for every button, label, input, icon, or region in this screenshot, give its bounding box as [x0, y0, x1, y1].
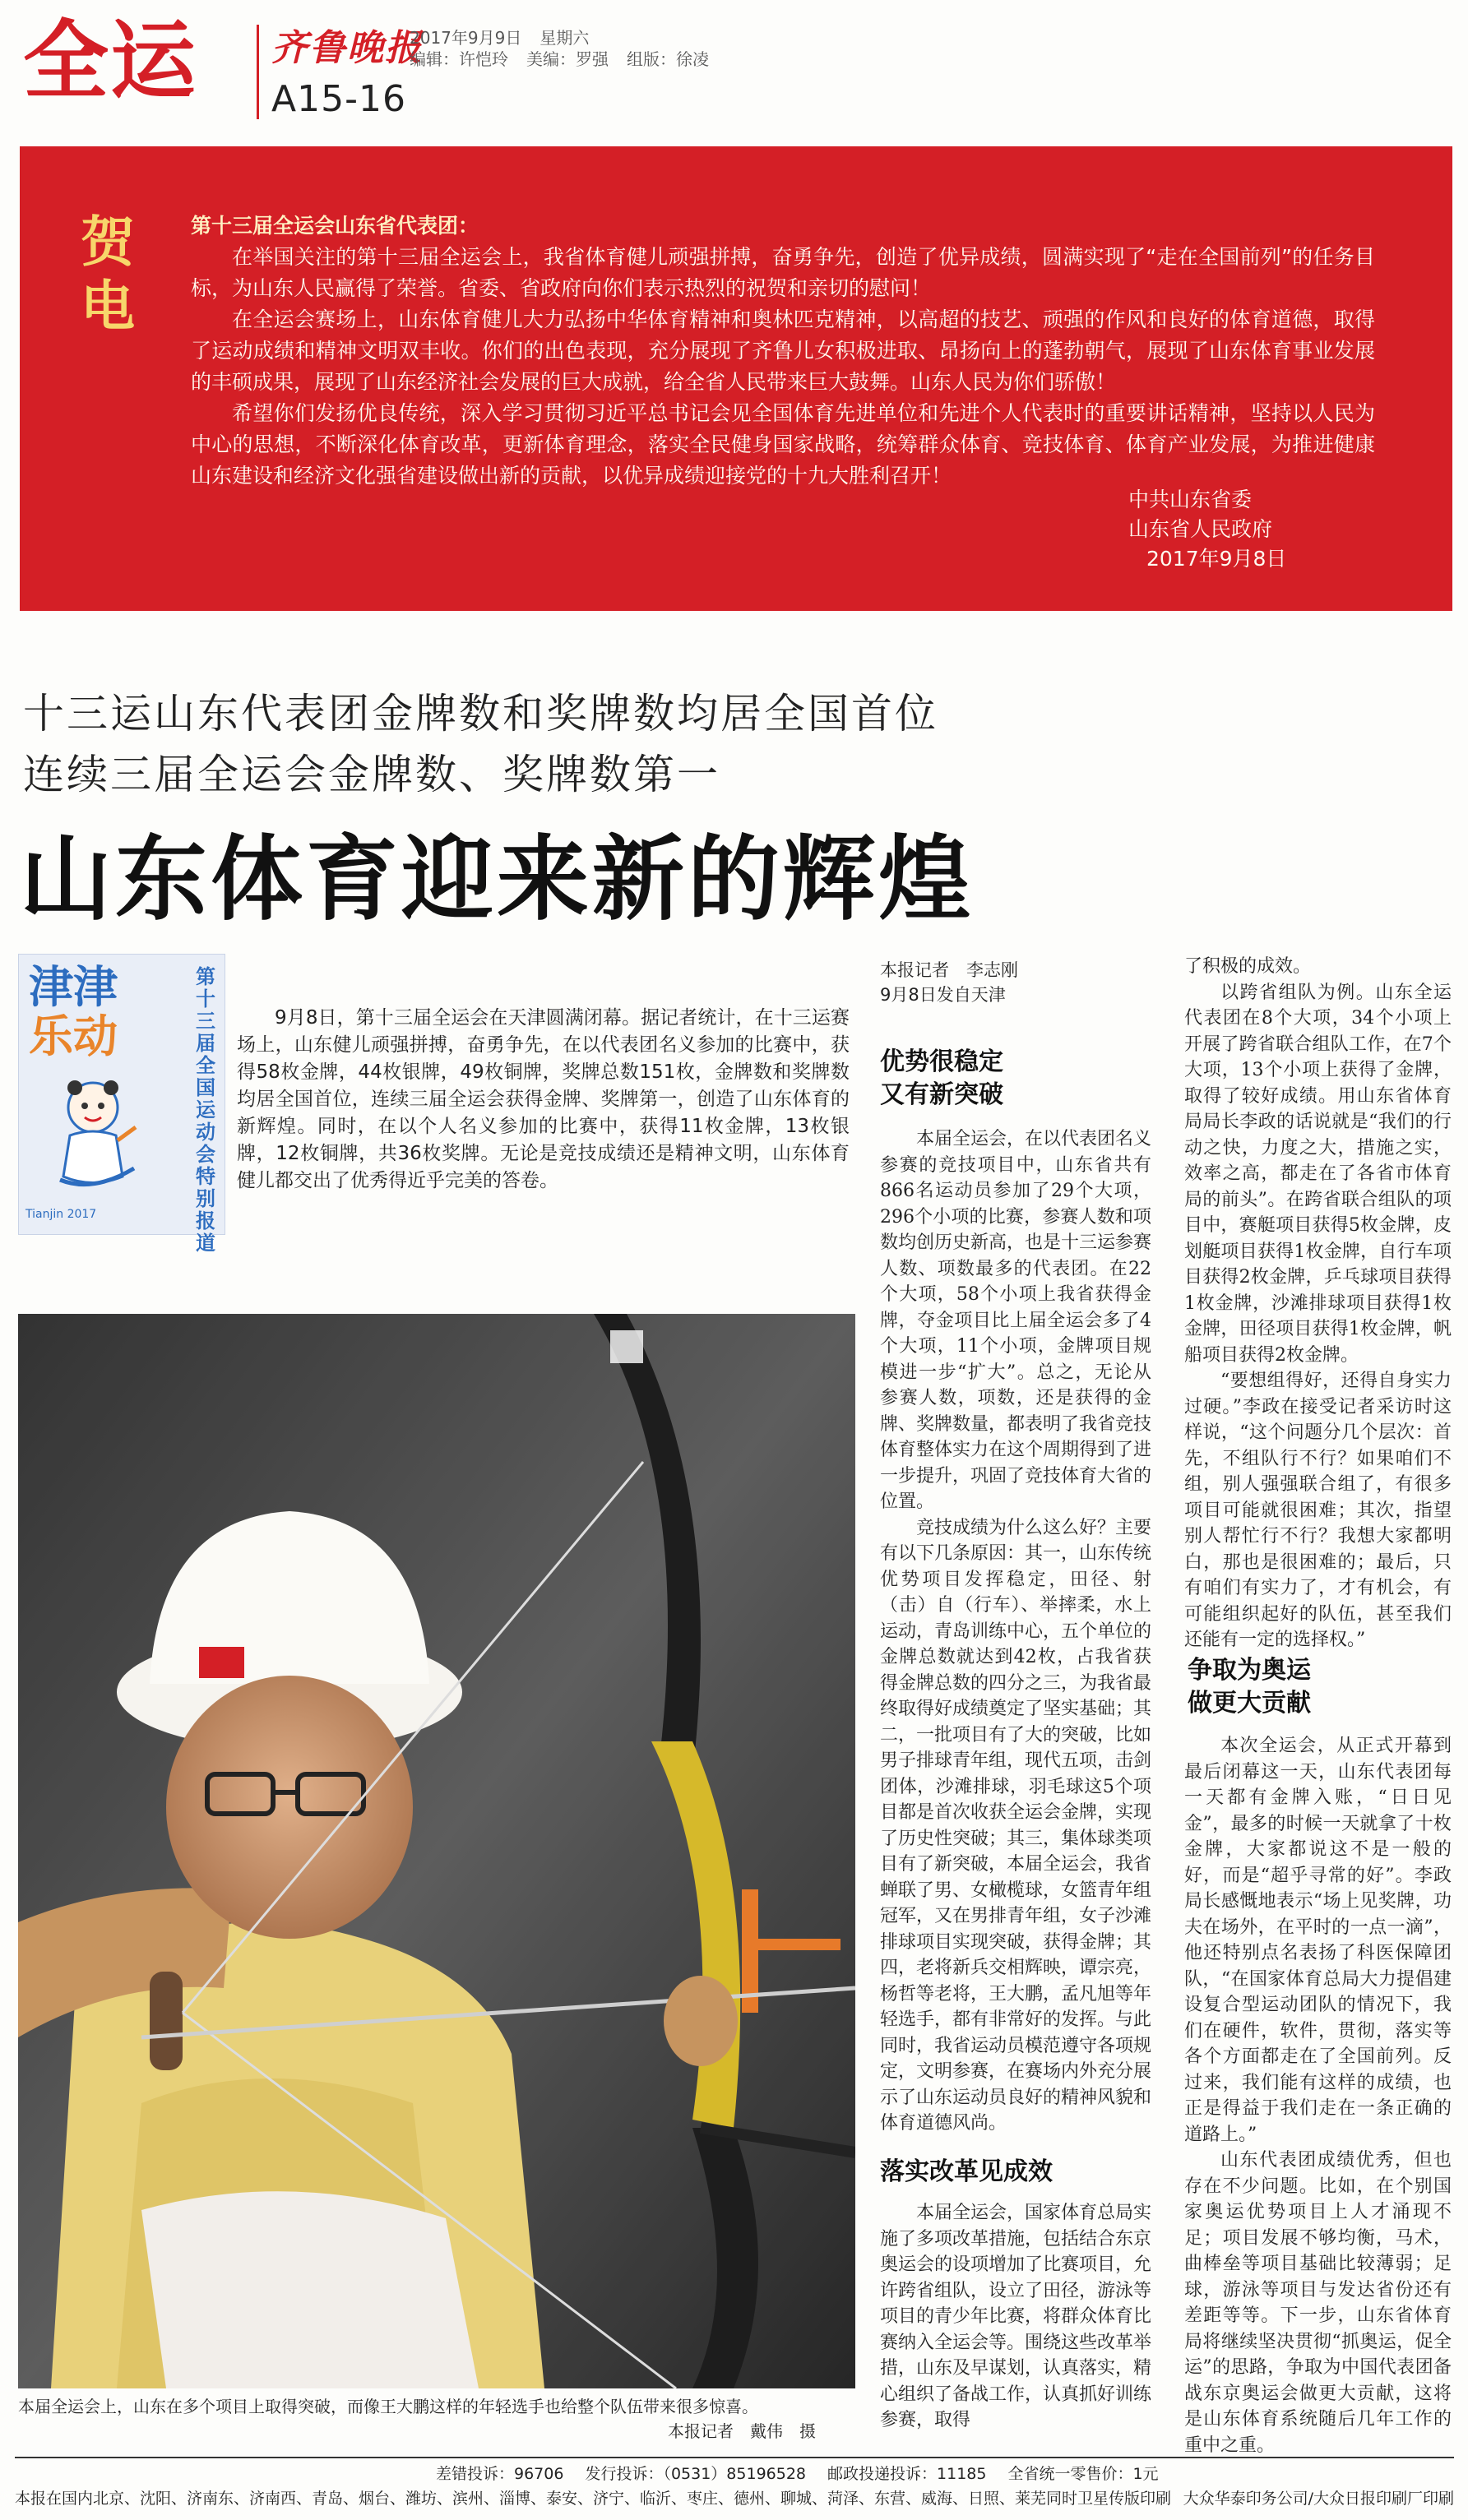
retail-price: 全省统一零售价：1元 [1007, 2465, 1159, 2483]
issue-date: 2017年9月9日 [410, 28, 522, 48]
date-line [410, 25, 607, 49]
article-title: 山东体育迎来新的辉煌 [20, 826, 974, 933]
column-1-continued: 本届全运会，国家体育总局实施了多项改革措施，包括结合东京奥运会的设项增加了比赛项目，允许跨省组队，设立了田径，游泳等项目的青少年比赛，将群众体育比赛纳入全运会等。围绕这些改革举措，山东及早谋划，认真落实，精心组织了备战工作，认真抓好训练参赛，取得 [880, 2203, 1152, 2430]
column-2-continued: 本次全运会，从正式开幕到最后闭幕这一天，山东代表团每一天都有金牌入账，“日日见金”，最多的时候一天就拿了十枚金牌，大家都说这不是一般的好，而是“超乎寻常的好”。李政局长感慨地表示“场上见奖牌，功夫在场外，在平时的一点一滴”，他还特别点名表扬了科医保障团队，“在国家体育总局大力提倡建设复合型运动团队的情况下，我们在硬件，软件，贯彻，落实等各个方面都走在了全国前列。反过来，我们能有这样的成绩，也正是得益于我们走在一条正确的道路上。” 山东代表团成绩优秀，但也存在不少问题。比如，在个别国家奥运优势项目上人才涌现不足；项目发展不够均衡，马术，曲棒垒等项目基础比较薄弱；足球，游泳等项目与发达省份还有差距等等。下一步，山东省体育局将继续坚决贯彻“抓奥运，促全运”的思路，争取为中国代表团备战东京奥运会做更大贡献，这将是山东体育系统随后几年工作的重中之重。 [1184, 1736, 1452, 2456]
photo-caption: 本届全运会上，山东在多个项目上取得突破，而像王大鹏这样的年轻选手也给整个队伍带来很多惊喜。 本报记者 戴伟 摄 [18, 2394, 855, 2444]
signature-date: 2017年9月8日 [1146, 547, 1287, 571]
congrat-signature [1128, 485, 1286, 574]
postal-hotline: 邮政投递投诉：11185 [827, 2465, 987, 2483]
signer-party: 中共山东省委 [1128, 488, 1253, 511]
issue-weekday: 星期六 [540, 28, 590, 48]
staff-line [410, 46, 727, 70]
editor: 编辑：许恺玲 [410, 49, 508, 69]
congrat-body [191, 210, 1375, 492]
header-divider [257, 25, 259, 119]
subhead-3: 争取为奥运 做更大贡献 [1188, 1656, 1311, 1718]
logo-caption: Tianjin 2017 [25, 1208, 97, 1221]
footer-contacts [436, 2462, 1180, 2484]
newspaper-name: 齐鲁晚报 [271, 27, 423, 69]
games-logo [18, 954, 225, 1255]
special-report-label: 第十三届全国运动会特别报道 [196, 965, 215, 1255]
error-hotline: 差错投诉：96706 [436, 2465, 564, 2483]
article-lead: 9月8日，第十三届全运会在天津圆满闭幕。据记者统计，在十三运赛场上，山东健儿顽强拼搏，奋勇争先，在以代表团名义参加的比赛中，获得58枚金牌，44枚银牌，49枚铜牌，奖牌总数151枚，金牌数和奖牌数均居全国首位，连续三届全运会获得金牌、奖牌第一，创造了山东体育的新辉煌。同时，在以个人名义参加的比赛中，获得11枚金牌，13枚银牌，12枚铜牌，共36枚奖牌。无论是竞技成绩还是精神文明，山东体育健儿都交出了优秀得近乎完美的答卷。 [237, 1007, 850, 1191]
kicker-line-1: 十三运山东代表团金牌数和奖牌数均居全国首位 [23, 690, 938, 738]
byline: 本报记者 李志刚 9月8日发自天津 [880, 960, 1018, 1005]
congrat-paragraph: 在全运会赛场上，山东体育健儿大力弘扬中华体育精神和奥林匹克精神，以高超的技艺、顽强的作风和良好的体育道德，取得了运动成绩和精神文明双丰收。你们的出色表现，充分展现了齐鲁儿女积极进取、昂扬向上的蓬勃朝气，展现了山东体育事业发展的丰硕成果，展现了山东经济社会发展的巨大成就，给全省人民带来巨大鼓舞。山东人民为你们骄傲！ [191, 307, 1375, 394]
printer: 大众华泰印务公司/大众日报印刷厂印刷 [1183, 2490, 1454, 2508]
photo-credit: 本报记者 戴伟 摄 [668, 2421, 816, 2441]
column-1: 本届全运会，在以代表团名义参赛的竞技项目中，山东省共有866名运动员参加了29个大项，296个小项的比赛，参赛人数和项数均创历史新高，也是十三运参赛人数、项数最多的代表团。在22个大项，58个小项上我省获得金牌，夺金项目比上届全运会多了4个大项，11个小项，金牌项目规模进一步“扩大”。总之，无论从参赛人数，项数，还是获得的金牌、奖牌数量，都表明了我省竞技体育整体实力在这个周期得到了进一步提升，巩固了竞技体育大省的位置。 竞技成绩为什么这么好？主要有以下几条原因：其一，山东传统优势项目发挥稳定，田径、射（击）自（行车）、举摔柔，水上运动，青岛训练中心，五个单位的金牌总数就达到42枚，占我省获得金牌总数的四分之三，为我省最终取得好成绩奠定了坚实基础；其二，一批项目有了大的突破，比如男子排球青年组，现代五项，击剑团体，沙滩排球，羽毛球这5个项目都是首次收获全运会金牌，实现了历史性突破；其三，集体球类项目有了新突破，本届全运会，我省蝉联了男、女橄榄球，女篮青年组冠军，又在男排青年组，女子沙滩排球项目实现突破，获得金牌；其四，老将新兵交相辉映，谭宗亮，杨哲等老将，王大鹏，孟凡旭等年轻选手，都有非常好的发挥。与此同时，我省运动员模范遵守各项规定，文明参赛，在赛场内外充分展示了山东运动员良好的精神风貌和体育道德风尚。 [880, 1129, 1152, 2134]
column-2: 了积极的成效。 以跨省组队为例。山东全运代表团在8个大项，34个小项上开展了跨省联合组队工作，在7个大项，13个小项上获得了金牌，取得了较好成绩。用山东省体育局局长李政的话说就是“我们的行动之快，力度之大，措施之实，效率之高，都走在了各省市体育局的前头”。在跨省联合组队的项目中，赛艇项目获得5枚金牌，皮划艇项目获得1枚金牌，自行车项目获得2枚金牌，乒乓球项目获得1枚金牌，沙滩排球项目获得1枚金牌，田径项目获得1枚金牌，帆船项目获得2枚金牌。 “要想组得好，还得自身实力过硬。”李政在接受记者采访时这样说，“这个问题分几个层次：首先，不组队行不行？如果咱们不组，别人强强联合组了，有很多项目可能就很困难；其次，指望别人帮忙行不行？我想大家都明白，那也是很困难的；最后，只有咱们有实力了，才有机会，有可能组织起好的队伍，甚至我们还能有一定的选择权。” [1184, 956, 1452, 1650]
subhead-2: 落实改革见成效 [880, 2157, 1053, 2186]
kicker-line-2: 连续三届全运会金牌数、奖牌数第一 [23, 751, 720, 798]
distribution-hotline: 发行投诉：（0531）85196528 [585, 2465, 807, 2483]
printing-sites: 本报在国内北京、沈阳、济南东、济南西、青岛、烟台、潍坊、滨州、淄博、泰安、济宁、临沂、枣庄、德州、聊城、菏泽、东营、威海、日照、莱芜同时卫星传版印刷 [15, 2490, 1172, 2508]
congrat-title: 贺电 [81, 210, 135, 338]
footer-rule [15, 2457, 1454, 2458]
mascot-icon [44, 1070, 142, 1193]
logo-text: 津津 乐动 [29, 961, 118, 1062]
page-number: A15-16 [271, 78, 406, 120]
congrat-paragraph: 在举国关注的第十三届全运会上，我省体育健儿顽强拼搏，奋勇争先，创造了优异成绩，圆满实现了“走在全国前列”的任务目标，为山东人民赢得了荣誉。省委、省政府向你们表示热烈的祝贺和亲切的慰问！ [191, 245, 1375, 300]
signer-government: 山东省人民政府 [1128, 517, 1273, 541]
archer-photo [18, 1314, 855, 2388]
section-title: 全运 [23, 11, 198, 111]
congrat-paragraph: 希望你们发扬优良传统，深入学习贯彻习近平总书记会见全国体育先进单位和先进个人代表时的重要讲话精神，坚持以人民为中心的思想，不断深化体育改革，更新体育理念，落实全民健身国家战略，统筹群众体育、竞技体育、体育产业发展，为推进健康山东建设和经济文化强省建设做出新的贡献，以优异成绩迎接党的十九大胜利召开！ [191, 401, 1375, 488]
footer-printing [15, 2486, 1454, 2508]
layout-editor: 组版：徐凌 [627, 49, 709, 69]
subhead-1: 优势很稳定 又有新突破 [880, 1047, 1003, 1109]
art-editor: 美编：罗强 [526, 49, 609, 69]
congrat-addressee: 第十三届全运会山东省代表团： [191, 214, 479, 238]
